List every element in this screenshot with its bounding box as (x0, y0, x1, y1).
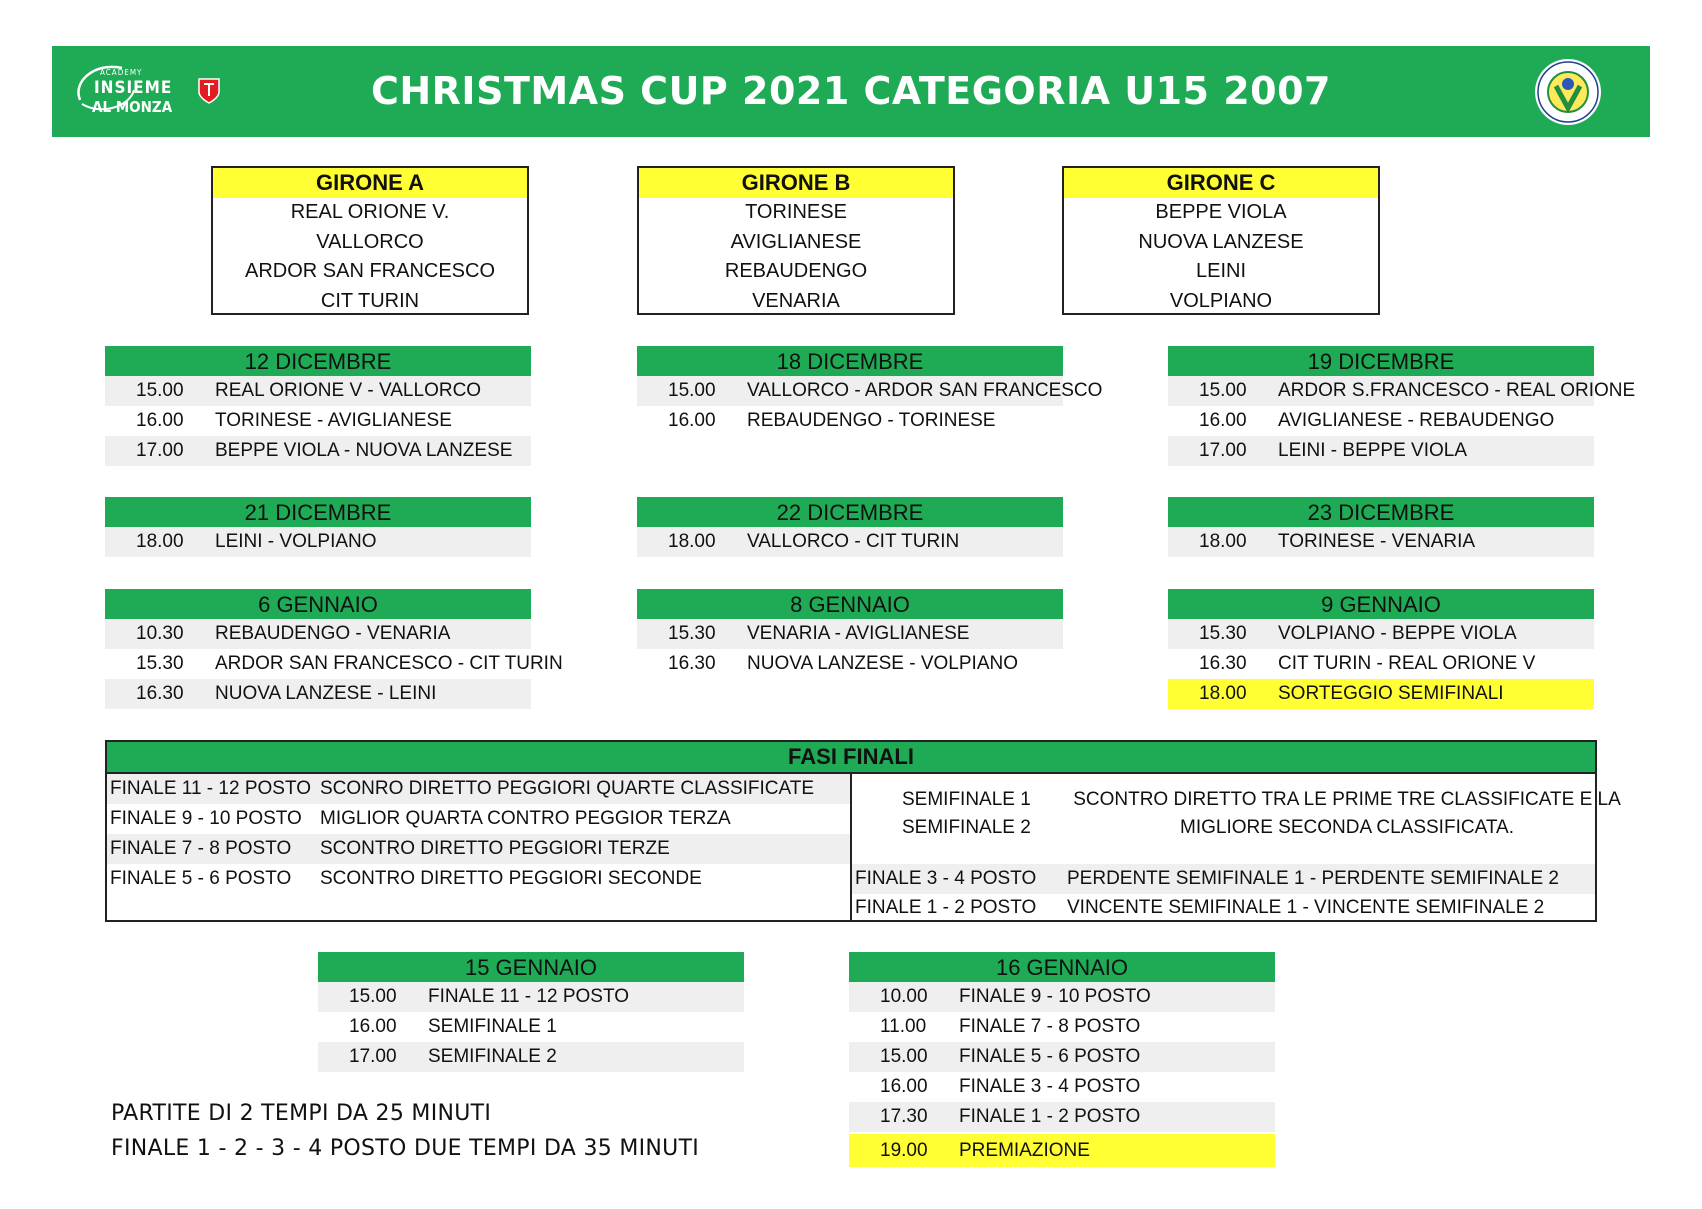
real-orione-logo (1534, 58, 1602, 126)
fasi-desc: VINCENTE SEMIFINALE 1 - VINCENTE SEMIFINALE 2 (1067, 897, 1545, 918)
match-row (105, 649, 563, 679)
day-header: 23 DICEMBRE (1168, 497, 1594, 527)
day-header: 18 DICEMBRE (637, 346, 1063, 376)
fasi-left-row (107, 834, 850, 864)
match-teams: TORINESE - VENARIA (1278, 531, 1476, 552)
match-row (849, 1072, 1275, 1102)
day-9-gennaio (1168, 589, 1594, 709)
match-teams: REAL ORIONE V - VALLORCO (215, 380, 482, 401)
match-time: 15.30 (136, 653, 184, 674)
fasi-desc: SCONTRO DIRETTO PEGGIORI TERZE (320, 838, 670, 859)
note-match-duration: PARTITE DI 2 TEMPI DA 25 MINUTI (111, 1101, 492, 1126)
match-teams: LEINI - BEPPE VIOLA (1278, 440, 1468, 461)
match-time: 17.30 (880, 1106, 928, 1127)
match-row (318, 1012, 744, 1042)
match-teams: SEMIFINALE 1 (428, 1016, 557, 1037)
fasi-left-row (107, 774, 850, 804)
match-row (637, 406, 1063, 436)
girone-c-team: NUOVA LANZESE (1138, 230, 1304, 253)
girone-a-team: ARDOR SAN FRANCESCO (244, 260, 496, 282)
fasi-right-row (852, 893, 1595, 923)
match-time: 16.00 (880, 1076, 928, 1097)
match-teams: SORTEGGIO SEMIFINALI (1278, 683, 1504, 704)
girone-b-team: VENARIA (752, 289, 840, 312)
match-time: 15.00 (1199, 380, 1247, 401)
day-12-dicembre (105, 346, 531, 466)
match-teams: LEINI - VOLPIANO (215, 531, 377, 552)
match-time: 16.00 (1199, 410, 1247, 431)
girone-a-team: VALLORCO (316, 230, 424, 253)
girone-b-box (637, 166, 955, 315)
page-title: CHRISTMAS CUP 2021 CATEGORIA U15 2007 (370, 69, 1331, 113)
match-time: 15.00 (349, 986, 397, 1007)
day-header: 6 GENNAIO (105, 589, 531, 619)
day-header: 16 GENNAIO (849, 952, 1275, 982)
fasi-label: FINALE 11 - 12 POSTO (110, 778, 311, 799)
match-teams: SEMIFINALE 2 (428, 1046, 557, 1067)
match-teams: NUOVA LANZESE - LEINI (215, 683, 437, 704)
match-time: 15.30 (1199, 623, 1247, 644)
match-teams: PREMIAZIONE (959, 1140, 1090, 1161)
girone-b-team: AVIGLIANESE (730, 230, 862, 253)
match-teams: REBAUDENGO - VENARIA (215, 623, 451, 644)
match-time: 16.00 (668, 410, 716, 431)
match-teams: VALLORCO - CIT TURIN (747, 531, 960, 552)
fasi-label: FINALE 1 - 2 POSTO (855, 897, 1037, 918)
day-header: 8 GENNAIO (637, 589, 1063, 619)
match-row (105, 436, 531, 466)
match-row (849, 982, 1275, 1012)
match-time: 10.30 (136, 623, 184, 644)
match-teams: FINALE 1 - 2 POSTO (959, 1106, 1141, 1127)
match-teams: VALLORCO - ARDOR SAN FRANCESCO (747, 380, 1103, 401)
match-time: 17.00 (1199, 440, 1247, 461)
match-row (105, 527, 531, 557)
match-row (105, 619, 531, 649)
match-row (637, 619, 1063, 649)
semifinale-2-label: SEMIFINALE 2 (902, 817, 1031, 838)
semifinale-1-label: SEMIFINALE 1 (902, 789, 1031, 810)
match-time: 16.00 (136, 410, 184, 431)
day-header: 21 DICEMBRE (105, 497, 531, 527)
logo-line-2: INSIEME (94, 78, 173, 98)
girone-b-title: GIRONE B (639, 168, 953, 198)
fasi-desc: MIGLIOR QUARTA CONTRO PEGGIOR TERZA (320, 808, 731, 829)
match-row (849, 1012, 1275, 1042)
match-teams: VOLPIANO - BEPPE VIOLA (1278, 623, 1517, 644)
match-teams: FINALE 3 - 4 POSTO (959, 1076, 1141, 1097)
match-row (1168, 436, 1594, 466)
fasi-label: FINALE 9 - 10 POSTO (110, 808, 302, 829)
match-teams: FINALE 11 - 12 POSTO (428, 986, 629, 1007)
girone-c-team: LEINI (1195, 260, 1247, 282)
day-header: 19 DICEMBRE (1168, 346, 1594, 376)
match-row (637, 649, 1063, 679)
match-row-highlight (1168, 679, 1594, 709)
logo-line-1: ACADEMY (100, 68, 143, 77)
day-15-gennaio (318, 952, 744, 1072)
match-teams: CIT TURIN - REAL ORIONE V (1278, 653, 1536, 674)
day-16-gennaio (849, 952, 1275, 1167)
match-teams: VENARIA - AVIGLIANESE (747, 623, 970, 644)
day-header: 15 GENNAIO (318, 952, 744, 982)
match-time: 15.00 (668, 380, 716, 401)
girone-c-title: GIRONE C (1064, 168, 1378, 198)
fasi-finali-box (105, 740, 1621, 922)
logo-line-3: AL MONZA (92, 98, 173, 116)
match-row (1168, 376, 1636, 406)
match-teams: FINALE 7 - 8 POSTO (959, 1016, 1141, 1037)
match-row (318, 1042, 744, 1072)
girone-a-team: REAL ORIONE V. (290, 201, 450, 223)
day-8-gennaio (637, 589, 1063, 679)
match-teams: REBAUDENGO - TORINESE (747, 410, 996, 431)
fasi-right-row (852, 864, 1595, 894)
match-row (105, 376, 531, 406)
match-row (105, 679, 531, 709)
day-6-gennaio (105, 589, 563, 709)
match-time: 15.30 (668, 623, 716, 644)
match-teams: BEPPE VIOLA - NUOVA LANZESE (215, 440, 513, 461)
girone-a-team: CIT TURIN (320, 289, 420, 312)
match-time: 16.30 (136, 683, 184, 704)
match-row (637, 376, 1103, 406)
fasi-label: FINALE 7 - 8 POSTO (110, 838, 292, 859)
match-teams: NUOVA LANZESE - VOLPIANO (747, 653, 1019, 674)
semifinali-desc-2: MIGLIORE SECONDA CLASSIFICATA. (1180, 817, 1514, 838)
fasi-left-row (107, 804, 850, 834)
match-row (1168, 649, 1594, 679)
header-banner (52, 46, 1650, 137)
match-time: 16.30 (1199, 653, 1247, 674)
girone-a-box (211, 166, 529, 315)
day-18-dicembre (637, 346, 1103, 436)
match-time: 17.00 (349, 1046, 397, 1067)
day-header: 9 GENNAIO (1168, 589, 1594, 619)
match-time: 17.00 (136, 440, 184, 461)
match-time: 10.00 (880, 986, 928, 1007)
match-row (1168, 619, 1594, 649)
match-row-highlight (849, 1134, 1275, 1167)
match-teams: AVIGLIANESE - REBAUDENGO (1278, 410, 1555, 431)
fasi-desc: PERDENTE SEMIFINALE 1 - PERDENTE SEMIFINALE 2 (1067, 868, 1559, 889)
match-time: 18.00 (668, 531, 716, 552)
day-21-dicembre (105, 497, 531, 557)
fasi-desc: SCONRO DIRETTO PEGGIORI QUARTE CLASSIFICATE (320, 778, 815, 799)
match-time: 16.30 (668, 653, 716, 674)
match-row (637, 527, 1063, 557)
note-final-duration: FINALE 1 - 2 - 3 - 4 POSTO DUE TEMPI DA 35 MINUTI (111, 1136, 700, 1161)
semifinali-desc-1: SCONTRO DIRETTO TRA LE PRIME TRE CLASSIFICATE E LA (1073, 789, 1621, 810)
match-teams: ARDOR SAN FRANCESCO - CIT TURIN (215, 653, 563, 674)
match-time: 16.00 (349, 1016, 397, 1037)
girone-c-box (1062, 166, 1380, 315)
match-row (318, 982, 744, 1012)
match-time: 18.00 (1199, 531, 1247, 552)
match-time: 15.00 (880, 1046, 928, 1067)
match-time: 18.00 (1199, 683, 1247, 704)
match-time: 18.00 (136, 531, 184, 552)
fasi-finali-title: FASI FINALI (107, 742, 1595, 774)
match-row (1168, 406, 1594, 436)
match-teams: FINALE 9 - 10 POSTO (959, 986, 1151, 1007)
girone-c-team: BEPPE VIOLA (1155, 201, 1287, 223)
match-teams: FINALE 5 - 6 POSTO (959, 1046, 1141, 1067)
match-time: 19.00 (880, 1140, 928, 1161)
day-22-dicembre (637, 497, 1063, 557)
day-23-dicembre (1168, 497, 1594, 557)
girone-b-team: TORINESE (745, 201, 847, 223)
match-row (1168, 527, 1594, 557)
match-teams: ARDOR S.FRANCESCO - REAL ORIONE (1278, 380, 1636, 401)
match-row (849, 1102, 1275, 1132)
girone-a-title: GIRONE A (213, 168, 527, 198)
fasi-desc: SCONTRO DIRETTO PEGGIORI SECONDE (320, 868, 702, 889)
day-19-dicembre (1168, 346, 1636, 466)
match-row (105, 406, 531, 436)
girone-b-team: REBAUDENGO (724, 260, 868, 282)
match-time: 11.00 (880, 1016, 927, 1037)
fasi-left-row (107, 864, 850, 894)
match-row (849, 1042, 1275, 1072)
day-header: 12 DICEMBRE (105, 346, 531, 376)
day-header: 22 DICEMBRE (637, 497, 1063, 527)
girone-c-team: VOLPIANO (1169, 289, 1273, 312)
fasi-label: FINALE 3 - 4 POSTO (855, 868, 1037, 889)
match-time: 15.00 (136, 380, 184, 401)
match-teams: TORINESE - AVIGLIANESE (215, 410, 452, 431)
fasi-label: FINALE 5 - 6 POSTO (110, 868, 292, 889)
real-orione-badge-icon (1534, 58, 1602, 126)
